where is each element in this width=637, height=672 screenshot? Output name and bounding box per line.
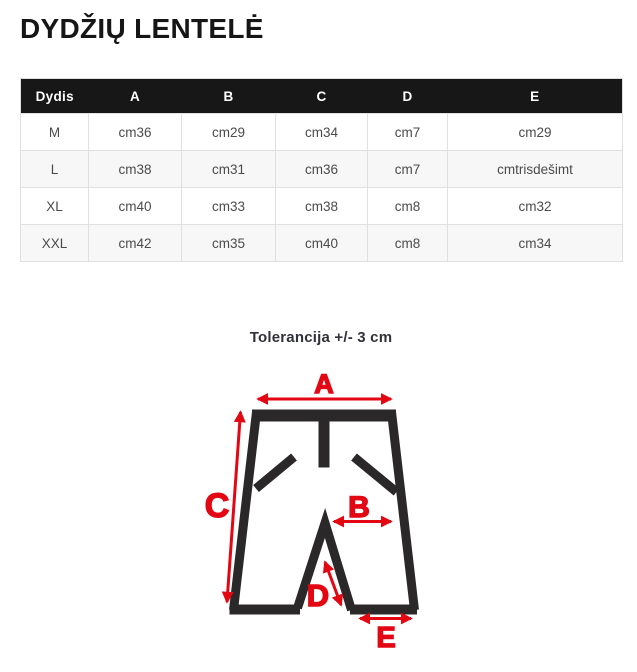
cell-b: cm29 xyxy=(182,114,276,151)
cell-size: XL xyxy=(21,188,89,225)
cell-c: cm34 xyxy=(276,114,368,151)
right-pocket-line xyxy=(354,457,397,492)
cell-c: cm36 xyxy=(276,151,368,188)
cell-size: M xyxy=(21,114,89,151)
table-header-size: Dydis xyxy=(21,79,89,114)
shorts-measurement-diagram xyxy=(0,350,637,672)
table-header-d: D xyxy=(368,79,448,114)
cell-a: cm36 xyxy=(89,114,182,151)
cell-d: cm8 xyxy=(368,225,448,262)
cell-size: XXL xyxy=(21,225,89,262)
cell-e: cm32 xyxy=(448,188,623,225)
page-title: DYDŽIŲ LENTELĖ xyxy=(20,13,264,44)
cell-b: cm35 xyxy=(182,225,276,262)
table-row-xl xyxy=(21,188,623,225)
right-side-seam xyxy=(392,412,415,610)
label-b: B xyxy=(348,491,370,524)
table-header-a: A xyxy=(89,79,182,114)
label-a: A xyxy=(314,369,334,399)
cell-size: L xyxy=(21,151,89,188)
table-header-row xyxy=(21,79,623,114)
size-table xyxy=(20,78,623,262)
table-row-m xyxy=(21,114,623,151)
tolerance-note: Tolerancija +/- 3 cm xyxy=(249,329,393,346)
label-d: D xyxy=(306,578,330,613)
cell-e: cmtrisdešimt xyxy=(448,151,623,188)
cell-b: cm31 xyxy=(182,151,276,188)
cell-a: cm38 xyxy=(89,151,182,188)
cell-b: cm33 xyxy=(182,188,276,225)
cell-a: cm42 xyxy=(89,225,182,262)
table-row-xxl xyxy=(21,225,623,262)
cell-c: cm38 xyxy=(276,188,368,225)
cell-d: cm7 xyxy=(368,151,448,188)
table-header-c: C xyxy=(276,79,368,114)
table-header-e: E xyxy=(448,79,623,114)
label-c: C xyxy=(204,487,230,525)
cell-c: cm40 xyxy=(276,225,368,262)
table-header-b: B xyxy=(182,79,276,114)
cell-d: cm7 xyxy=(368,114,448,151)
left-pocket-line xyxy=(256,457,294,489)
cell-a: cm40 xyxy=(89,188,182,225)
cell-e: cm34 xyxy=(448,225,623,262)
cell-e: cm29 xyxy=(448,114,623,151)
table-row-l xyxy=(21,151,623,188)
label-e: E xyxy=(376,622,396,654)
cell-d: cm8 xyxy=(368,188,448,225)
